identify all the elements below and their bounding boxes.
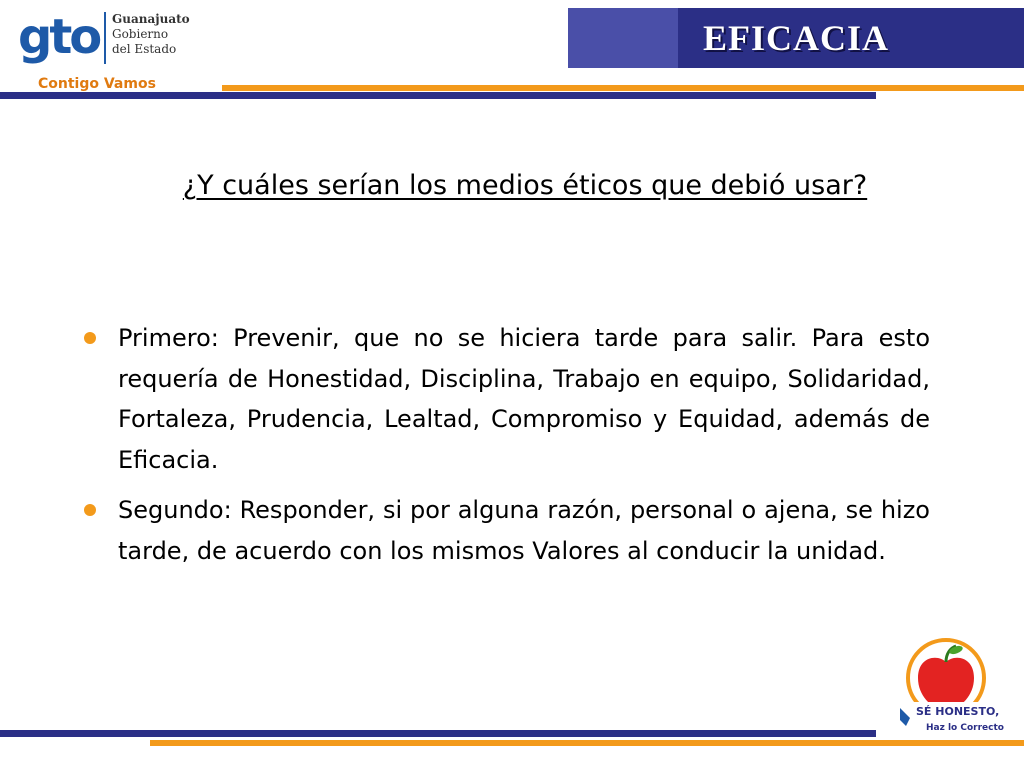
bullet-term: Segundo: <box>118 496 232 524</box>
bullet-text: Responder, si por alguna razón, personal o ajena, se hizo tarde, de acuerdo con los mismos Valores al conducir la unidad. <box>118 496 930 565</box>
bullet-text: Prevenir, que no se hiciera tarde para salir. Para esto requería de Honestidad, Disciplina, Trabajo en equipo, Solidaridad, Fortaleza, Prudencia, Lealtad, Compromiso y Equidad, además de Eficacia. <box>118 324 930 474</box>
gto-logo-mark: gto <box>18 9 100 65</box>
apple-icon <box>896 636 1006 736</box>
badge-line1: SÉ HONESTO, <box>916 705 1000 718</box>
government-logo <box>14 6 214 92</box>
bullet-item-primero <box>78 318 930 480</box>
logo-divider <box>104 12 106 64</box>
bullet-item-segundo <box>78 490 930 571</box>
honesty-badge <box>896 636 1006 736</box>
gov-name-line2: Gobierno <box>112 27 169 41</box>
bullet-term: Primero: <box>118 324 219 352</box>
top-blue-bar <box>0 92 876 99</box>
gov-name-line1: Guanajuato <box>112 12 190 26</box>
gov-name-line3: del Estado <box>112 42 177 56</box>
bullet-dot <box>84 332 96 344</box>
slide-title: EFICACIA <box>702 18 889 58</box>
badge-line2: Haz lo Correcto <box>926 723 1004 733</box>
question-heading: ¿Y cuáles serían los medios éticos que debió usar? <box>182 170 868 201</box>
government-name <box>112 12 190 57</box>
slogan: Contigo Vamos <box>38 76 156 92</box>
bullet-list <box>78 318 930 581</box>
bullet-dot <box>84 504 96 516</box>
bottom-orange-bar <box>150 740 1024 746</box>
top-orange-bar <box>222 85 1024 91</box>
bottom-blue-bar <box>0 730 876 737</box>
